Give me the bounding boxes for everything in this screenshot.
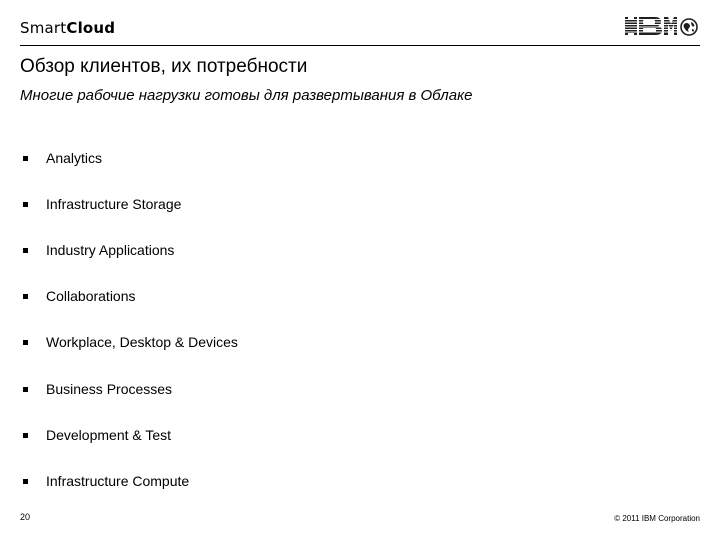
slide-title: Обзор клиентов, их потребности — [20, 56, 308, 77]
bullet-text: Collaborations — [46, 288, 136, 304]
bullet-text: Industry Applications — [46, 242, 175, 258]
bullet-text: Workplace, Desktop & Devices — [46, 334, 238, 350]
slide-subtitle: Многие рабочие нагрузки готовы для развертывания в Облаке — [20, 87, 473, 104]
bullet-item — [0, 288, 600, 308]
bullet-item — [0, 473, 600, 493]
bullet-text: Infrastructure Storage — [46, 196, 182, 212]
bullet-item — [0, 381, 600, 401]
brand-bold-text: Cloud — [66, 19, 116, 37]
bullet-text: Infrastructure Compute — [46, 473, 190, 489]
bullet-text: Analytics — [46, 150, 103, 166]
bullet-square-icon — [23, 248, 28, 253]
bullet-square-icon — [23, 156, 28, 161]
bullet-square-icon — [23, 202, 28, 207]
brand-light-text: Smart — [20, 19, 67, 37]
page-number: 20 — [20, 512, 31, 522]
bullet-square-icon — [23, 433, 28, 438]
bullet-text: Business Processes — [46, 381, 173, 397]
bullet-square-icon — [23, 387, 28, 392]
bullet-item — [0, 427, 600, 447]
bullet-item — [0, 150, 600, 170]
bullet-item — [0, 334, 600, 354]
bullet-item — [0, 196, 600, 216]
bullet-square-icon — [23, 294, 28, 299]
bullet-square-icon — [23, 479, 28, 484]
copyright-notice: © 2011 IBM Corporation — [614, 514, 700, 523]
bullet-text: Development & Test — [46, 427, 172, 443]
bullet-square-icon — [23, 340, 28, 345]
bullet-item — [0, 242, 600, 262]
